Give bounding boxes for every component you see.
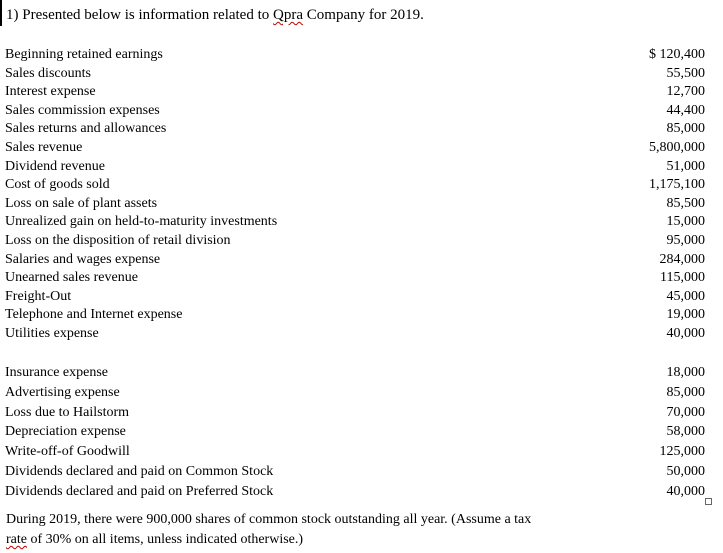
line-item-amount: 85,000 (666, 121, 705, 137)
line-item-row (5, 46, 705, 64)
line-item-label: Loss on the disposition of retail division (5, 233, 231, 248)
line-item-row (5, 120, 705, 138)
line-item-row (5, 139, 705, 157)
line-item-row (5, 176, 705, 194)
line-item-label: Depreciation expense (5, 424, 126, 440)
line-item-amount: 85,000 (666, 384, 705, 400)
line-item-amount: 18,000 (666, 365, 705, 380)
line-item-row (5, 213, 705, 231)
line-item-row (5, 306, 705, 324)
line-item-row (5, 443, 705, 461)
line-item-row (5, 195, 705, 213)
line-item-amount: 1,175,100 (649, 177, 705, 193)
line-item-amount: 15,000 (666, 214, 705, 230)
line-item-row (5, 325, 705, 343)
footnote-line-1: During 2019, there were 900,000 shares of common stock outstanding all year. (Assume a tax (6, 512, 532, 527)
line-item-label: Loss on sale of plant assets (5, 195, 158, 211)
footnote-rate-word: rate (6, 532, 27, 547)
resize-handle[interactable] (705, 498, 712, 505)
line-item-row (5, 158, 705, 176)
line-item-label: Beginning retained earnings (5, 47, 163, 62)
line-item-row (5, 364, 705, 382)
line-item-amount: 19,000 (666, 307, 705, 323)
line-item-row (5, 288, 705, 306)
line-item-row (5, 65, 705, 83)
line-item-label: Insurance expense (5, 365, 109, 380)
line-item-amount: 284,000 (659, 251, 705, 267)
line-item-row (5, 384, 705, 402)
footnote-line-2: of 30% on all items, unless indicated otherwise.) (26, 532, 304, 547)
line-item-amount: 45,000 (666, 288, 705, 304)
line-item-label: Salaries and wages expense (5, 251, 161, 267)
line-item-label: Telephone and Internet expense (5, 307, 183, 323)
line-item-label: Sales returns and allowances (5, 121, 167, 137)
line-item-amount: 55,500 (666, 65, 705, 81)
footnote (6, 510, 618, 550)
line-item-label: Unearned sales revenue (5, 270, 138, 286)
line-item-label: Dividends declared and paid on Preferred Stock (5, 483, 274, 499)
line-item-amount: 40,000 (666, 483, 705, 499)
line-item-label: Interest expense (5, 84, 96, 100)
line-item-amount: 95,000 (666, 233, 705, 248)
line-item-amount: 70,000 (666, 404, 705, 420)
line-item-label: Sales discounts (5, 65, 91, 81)
line-item-label: Freight-Out (5, 288, 72, 304)
line-item-label: Advertising expense (5, 384, 120, 400)
line-item-row (5, 83, 705, 101)
line-item-amount: 12,700 (666, 84, 705, 100)
line-item-label: Write-off-of Goodwill (5, 444, 130, 460)
line-item-row (5, 483, 705, 501)
line-item-label: Unrealized gain on held-to-maturity investments (5, 214, 278, 230)
line-item-label: Utilities expense (5, 326, 99, 341)
line-item-amount: 50,000 (666, 464, 705, 479)
line-item-label: Sales revenue (5, 140, 83, 155)
line-item-label: Loss due to Hailstorm (5, 404, 130, 420)
line-item-label: Cost of goods sold (5, 177, 110, 193)
line-item-amount: 58,000 (666, 424, 705, 440)
line-item-amount: 51,000 (666, 158, 705, 174)
line-item-amount: 115,000 (660, 270, 705, 286)
line-item-label: Dividend revenue (5, 158, 105, 174)
problem-heading (6, 7, 424, 24)
line-item-row (5, 232, 705, 250)
line-item-row (5, 404, 705, 422)
company-name: Qpra (273, 7, 304, 23)
line-item-amount: 40,000 (666, 326, 705, 341)
line-item-row (5, 251, 705, 269)
line-item-row (5, 269, 705, 287)
left-border-mark (0, 0, 2, 26)
line-item-label: Sales commission expenses (5, 102, 160, 118)
line-item-amount: 44,400 (666, 102, 705, 118)
line-item-row (5, 423, 705, 441)
line-item-amount: 85,500 (666, 195, 705, 211)
line-item-row (5, 102, 705, 120)
line-item-label: Dividends declared and paid on Common Stock (5, 464, 274, 479)
line-item-amount: 125,000 (659, 444, 705, 460)
line-item-amount: 5,800,000 (649, 140, 705, 155)
heading-suffix: Company for 2019. (303, 7, 424, 23)
line-item-row (5, 463, 705, 481)
heading-prefix: 1) Presented below is information related to (6, 7, 274, 23)
line-item-amount: $ 120,400 (649, 47, 705, 62)
